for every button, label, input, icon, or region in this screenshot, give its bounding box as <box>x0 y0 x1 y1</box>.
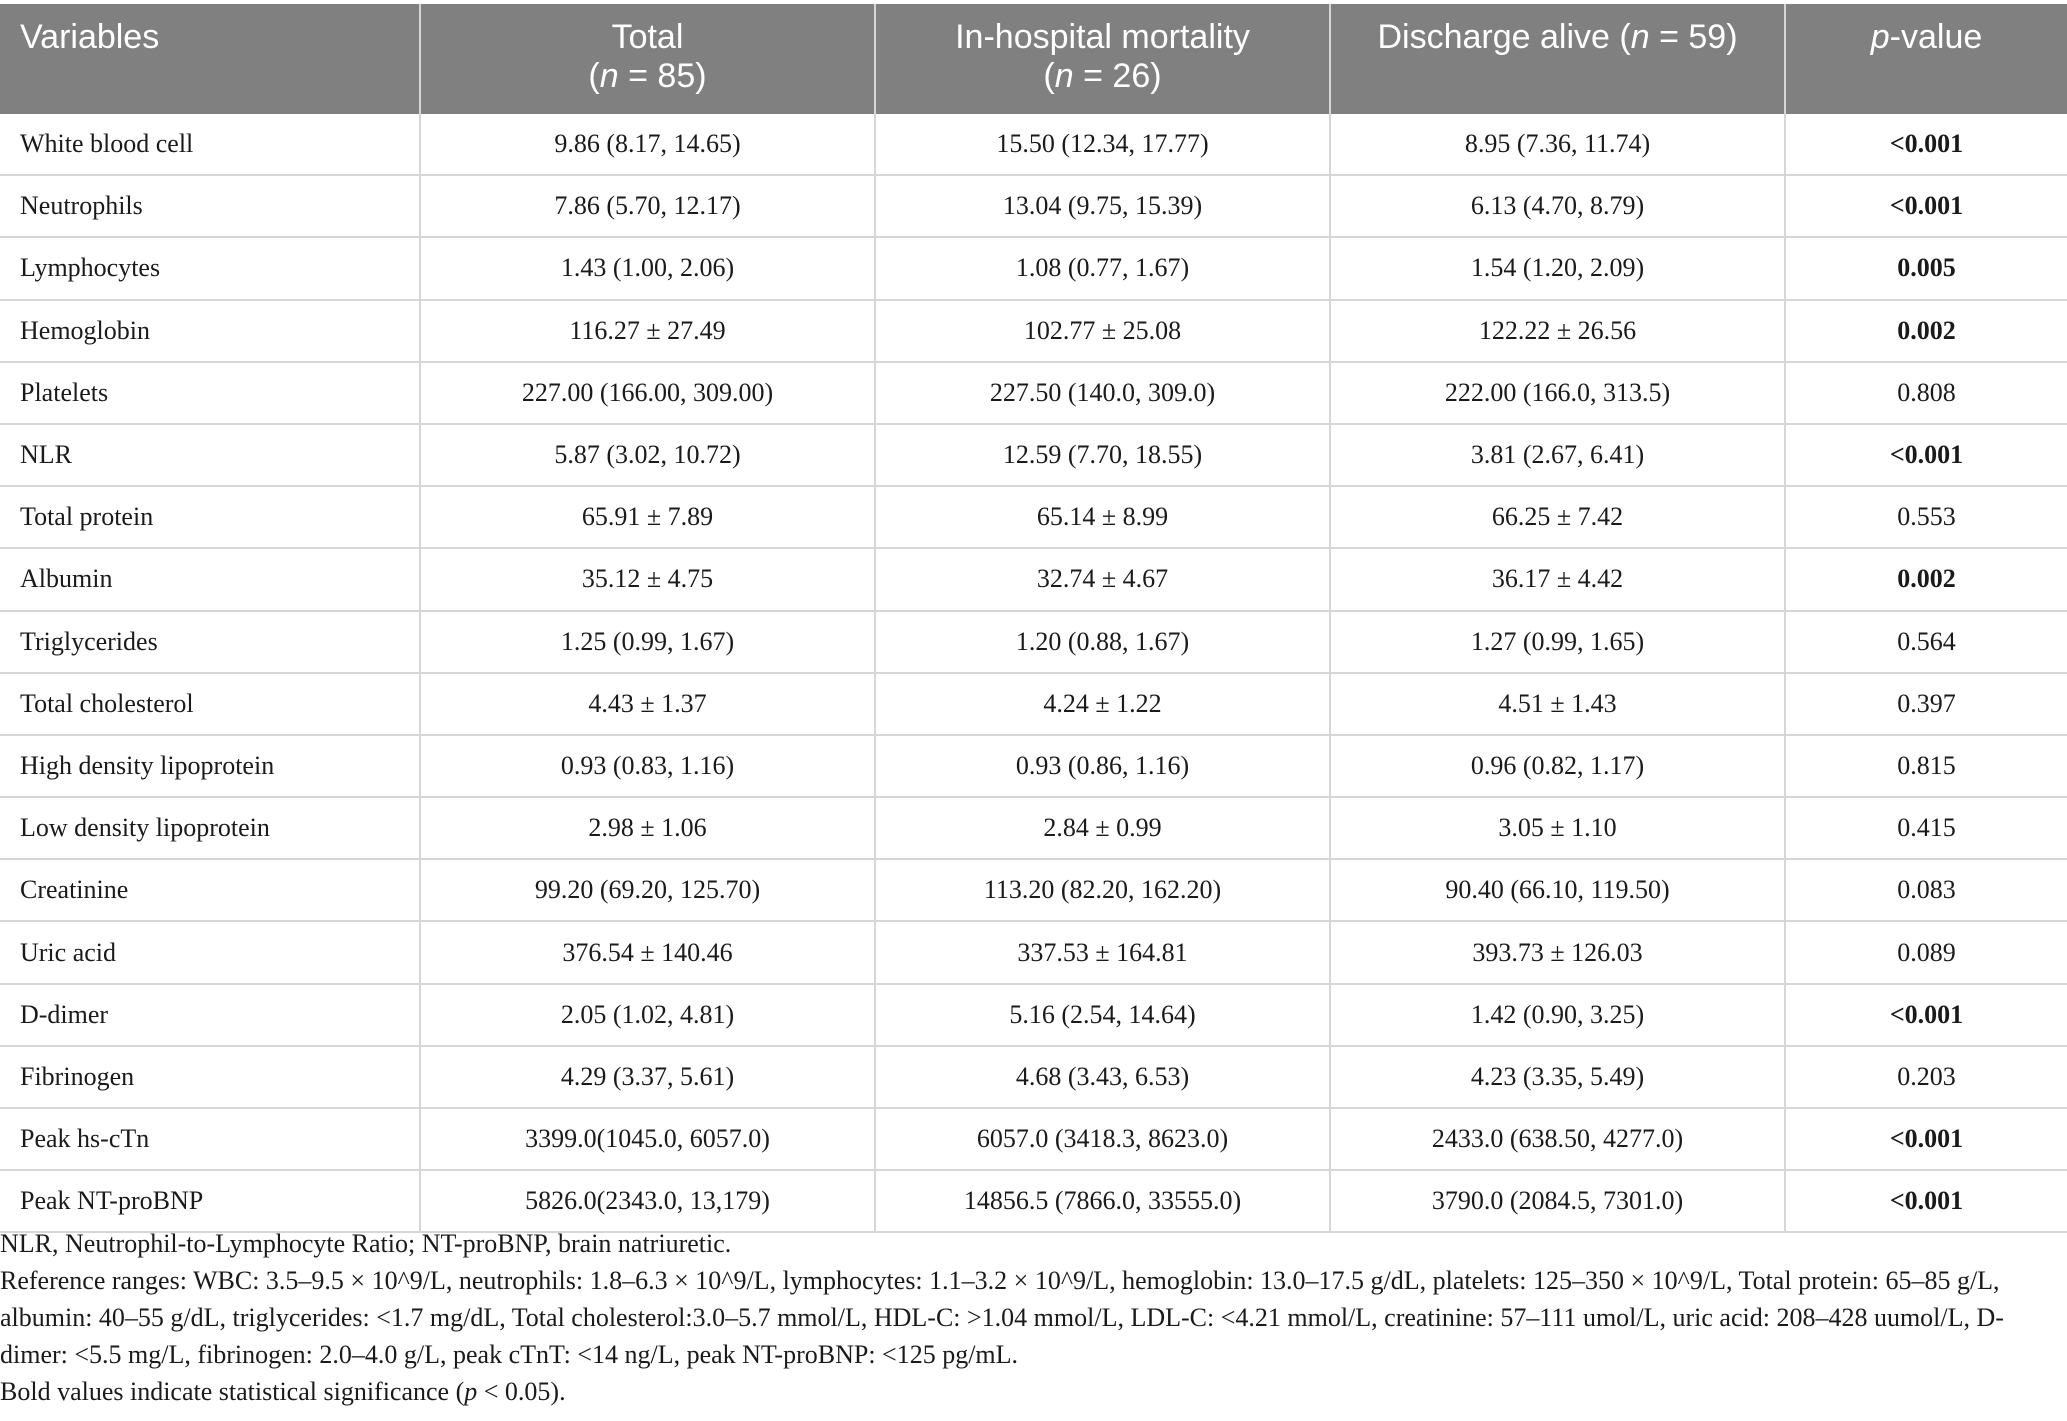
header-pvalue <box>1785 4 2067 114</box>
cell-pvalue: <0.001 <box>1785 114 2067 175</box>
cell-alive: 1.42 (0.90, 3.25) <box>1330 984 1785 1046</box>
cell-pvalue: 0.005 <box>1785 237 2067 299</box>
cell-mortality: 13.04 (9.75, 15.39) <box>875 175 1330 237</box>
header-row <box>0 4 2067 114</box>
cell-mortality: 65.14 ± 8.99 <box>875 486 1330 548</box>
cell-variable: Low density lipoprotein <box>0 797 420 859</box>
cell-alive: 3790.0 (2084.5, 7301.0) <box>1330 1170 1785 1232</box>
cell-total: 4.29 (3.37, 5.61) <box>420 1046 875 1108</box>
cell-total: 0.93 (0.83, 1.16) <box>420 735 875 797</box>
cell-total: 2.98 ± 1.06 <box>420 797 875 859</box>
cell-total: 1.43 (1.00, 2.06) <box>420 237 875 299</box>
table-row <box>0 424 2067 486</box>
table-body <box>0 114 2067 1232</box>
header-total-n-rest: = 85) <box>618 57 707 95</box>
significance-note-threshold: < 0.05). <box>477 1377 566 1406</box>
significance-note-text: Bold values indicate statistical significance ( <box>0 1377 465 1406</box>
cell-mortality: 227.50 (140.0, 309.0) <box>875 362 1330 424</box>
cell-variable: NLR <box>0 424 420 486</box>
header-variables-label: Variables <box>20 18 160 56</box>
table-row <box>0 1108 2067 1170</box>
cell-alive: 2433.0 (638.50, 4277.0) <box>1330 1108 1785 1170</box>
cell-pvalue: 0.089 <box>1785 921 2067 983</box>
header-total <box>420 4 875 114</box>
header-alive-n: n <box>1630 18 1650 56</box>
cell-mortality: 2.84 ± 0.99 <box>875 797 1330 859</box>
cell-total: 1.25 (0.99, 1.67) <box>420 611 875 673</box>
cell-pvalue: <0.001 <box>1785 424 2067 486</box>
cell-total: 9.86 (8.17, 14.65) <box>420 114 875 175</box>
cell-total: 5826.0(2343.0, 13,179) <box>420 1170 875 1232</box>
header-alive-label: Discharge alive ( <box>1377 18 1631 56</box>
cell-variable: Triglycerides <box>0 611 420 673</box>
header-mortality-label: In-hospital mortality <box>955 18 1250 56</box>
cell-alive: 8.95 (7.36, 11.74) <box>1330 114 1785 175</box>
cell-mortality: 1.08 (0.77, 1.67) <box>875 237 1330 299</box>
table-row <box>0 548 2067 610</box>
header-pvalue-p: p <box>1870 18 1890 56</box>
cell-total: 116.27 ± 27.49 <box>420 300 875 362</box>
header-mortality-n-rest: = 26) <box>1073 57 1162 95</box>
header-variables <box>0 4 420 114</box>
cell-variable: D-dimer <box>0 984 420 1046</box>
cell-variable: Hemoglobin <box>0 300 420 362</box>
cell-alive: 0.96 (0.82, 1.17) <box>1330 735 1785 797</box>
table-row <box>0 735 2067 797</box>
cell-pvalue: <0.001 <box>1785 1170 2067 1232</box>
cell-variable: Peak NT-proBNP <box>0 1170 420 1232</box>
cell-total: 4.43 ± 1.37 <box>420 673 875 735</box>
significance-note-p: p <box>464 1377 478 1406</box>
cell-total: 5.87 (3.02, 10.72) <box>420 424 875 486</box>
cell-mortality: 6057.0 (3418.3, 8623.0) <box>875 1108 1330 1170</box>
table-row <box>0 362 2067 424</box>
table-row <box>0 175 2067 237</box>
cell-alive: 90.40 (66.10, 119.50) <box>1330 859 1785 921</box>
cell-variable: White blood cell <box>0 114 420 175</box>
table-row <box>0 486 2067 548</box>
cell-pvalue: 0.002 <box>1785 300 2067 362</box>
cell-mortality: 0.93 (0.86, 1.16) <box>875 735 1330 797</box>
abbreviations-note: NLR, Neutrophil-to-Lymphocyte Ratio; NT-proBNP, brain natriuretic. <box>0 1229 732 1258</box>
cell-mortality: 1.20 (0.88, 1.67) <box>875 611 1330 673</box>
cell-pvalue: 0.564 <box>1785 611 2067 673</box>
cell-mortality: 4.24 ± 1.22 <box>875 673 1330 735</box>
header-mortality-n: n <box>1054 57 1074 95</box>
header-total-n-open: ( <box>588 57 600 95</box>
cell-pvalue: 0.553 <box>1785 486 2067 548</box>
cell-total: 99.20 (69.20, 125.70) <box>420 859 875 921</box>
cell-variable: Fibrinogen <box>0 1046 420 1108</box>
cell-alive: 4.23 (3.35, 5.49) <box>1330 1046 1785 1108</box>
cell-alive: 3.81 (2.67, 6.41) <box>1330 424 1785 486</box>
table-row <box>0 114 2067 175</box>
cell-alive: 122.22 ± 26.56 <box>1330 300 1785 362</box>
cell-pvalue: 0.083 <box>1785 859 2067 921</box>
cell-mortality: 15.50 (12.34, 17.77) <box>875 114 1330 175</box>
cell-variable: Neutrophils <box>0 175 420 237</box>
table-row <box>0 984 2067 1046</box>
header-total-label: Total <box>611 18 684 56</box>
reference-ranges-note: Reference ranges: WBC: 3.5–9.5 × 10^9/L, neutrophils: 1.8–6.3 × 10^9/L, lymphocytes: 1.1–3.2 × 10^9/L, hemoglobin: 13.0–17.5 g/dL, platelets: 125–350 × 10^9/L, Total protein: 65–85 g/L, albumin: 40–55 g/dL, triglycerides: <1.7 mg/dL, Total cholesterol:3.0–5.7 mmol/L, HDL-C: >1.04 mmol/L, LDL-C: <4.21 mmol/L, creatinine: 57–111 umol/L, uric acid: 208–428 uumol/L, D-dimer: <5.5 mg/L, fibrinogen: 2.0–4.0 g/L, peak cTnT: <14 ng/L, peak NT-proBNP: <125 pg/mL. <box>0 1266 2004 1369</box>
cell-variable: Creatinine <box>0 859 420 921</box>
cell-pvalue: 0.815 <box>1785 735 2067 797</box>
table-row <box>0 797 2067 859</box>
cell-alive: 66.25 ± 7.42 <box>1330 486 1785 548</box>
cell-pvalue: 0.203 <box>1785 1046 2067 1108</box>
cell-mortality: 337.53 ± 164.81 <box>875 921 1330 983</box>
cell-pvalue: 0.002 <box>1785 548 2067 610</box>
table-row <box>0 673 2067 735</box>
cell-mortality: 14856.5 (7866.0, 33555.0) <box>875 1170 1330 1232</box>
table-row <box>0 611 2067 673</box>
cell-mortality: 32.74 ± 4.67 <box>875 548 1330 610</box>
cell-mortality: 5.16 (2.54, 14.64) <box>875 984 1330 1046</box>
cell-variable: Uric acid <box>0 921 420 983</box>
header-alive-n-rest: = 59) <box>1649 18 1738 56</box>
significance-note <box>0 1373 2040 1410</box>
cell-pvalue: <0.001 <box>1785 175 2067 237</box>
cell-alive: 1.54 (1.20, 2.09) <box>1330 237 1785 299</box>
cell-variable: Peak hs-cTn <box>0 1108 420 1170</box>
table-footnotes <box>0 1225 2040 1410</box>
cell-mortality: 12.59 (7.70, 18.55) <box>875 424 1330 486</box>
table-row <box>0 921 2067 983</box>
header-mortality <box>875 4 1330 114</box>
cell-variable: High density lipoprotein <box>0 735 420 797</box>
cell-pvalue: <0.001 <box>1785 1108 2067 1170</box>
cell-total: 2.05 (1.02, 4.81) <box>420 984 875 1046</box>
table-row <box>0 237 2067 299</box>
cell-variable: Platelets <box>0 362 420 424</box>
cell-total: 3399.0(1045.0, 6057.0) <box>420 1108 875 1170</box>
cell-pvalue: <0.001 <box>1785 984 2067 1046</box>
cell-alive: 3.05 ± 1.10 <box>1330 797 1785 859</box>
header-total-n: n <box>599 57 619 95</box>
cell-variable: Albumin <box>0 548 420 610</box>
cell-alive: 393.73 ± 126.03 <box>1330 921 1785 983</box>
cell-variable: Lymphocytes <box>0 237 420 299</box>
cell-alive: 4.51 ± 1.43 <box>1330 673 1785 735</box>
cell-total: 65.91 ± 7.89 <box>420 486 875 548</box>
cell-pvalue: 0.808 <box>1785 362 2067 424</box>
header-mortality-n-open: ( <box>1043 57 1055 95</box>
cell-total: 376.54 ± 140.46 <box>420 921 875 983</box>
cell-mortality: 113.20 (82.20, 162.20) <box>875 859 1330 921</box>
cell-mortality: 102.77 ± 25.08 <box>875 300 1330 362</box>
cell-variable: Total protein <box>0 486 420 548</box>
cell-pvalue: 0.397 <box>1785 673 2067 735</box>
cell-total: 227.00 (166.00, 309.00) <box>420 362 875 424</box>
cell-mortality: 4.68 (3.43, 6.53) <box>875 1046 1330 1108</box>
table-row <box>0 300 2067 362</box>
header-pvalue-label: -value <box>1889 18 1983 56</box>
cell-total: 35.12 ± 4.75 <box>420 548 875 610</box>
cell-pvalue: 0.415 <box>1785 797 2067 859</box>
cell-alive: 222.00 (166.0, 313.5) <box>1330 362 1785 424</box>
table-row <box>0 859 2067 921</box>
table-row <box>0 1046 2067 1108</box>
cell-alive: 6.13 (4.70, 8.79) <box>1330 175 1785 237</box>
cell-alive: 1.27 (0.99, 1.65) <box>1330 611 1785 673</box>
cell-total: 7.86 (5.70, 12.17) <box>420 175 875 237</box>
cell-variable: Total cholesterol <box>0 673 420 735</box>
cell-alive: 36.17 ± 4.42 <box>1330 548 1785 610</box>
header-alive <box>1330 4 1785 114</box>
data-table <box>0 4 2067 1233</box>
table-header <box>0 4 2067 114</box>
table-row <box>0 1170 2067 1232</box>
